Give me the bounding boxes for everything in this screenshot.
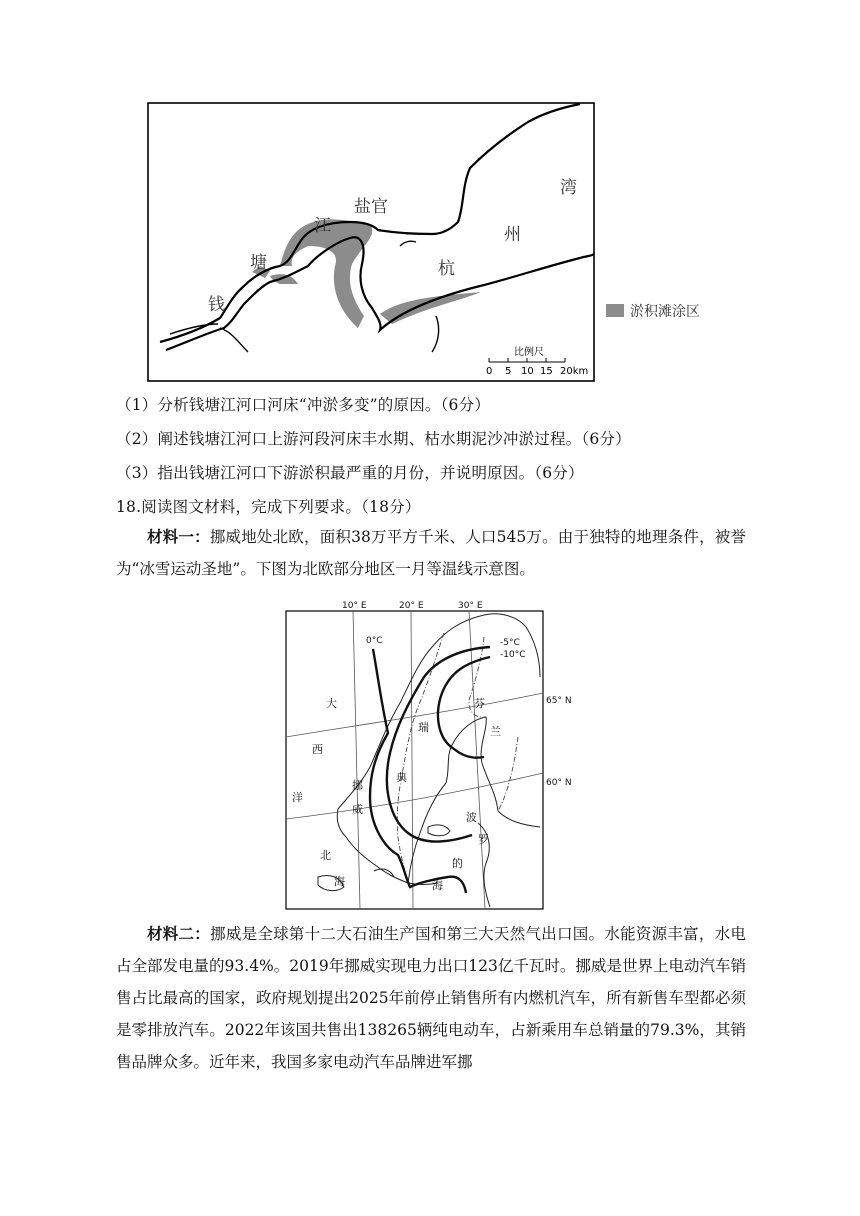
legend-swatch <box>606 304 624 317</box>
label-jiang: 江 <box>314 216 331 236</box>
question-2: （2）阐述钱塘江河口上游河段河床丰水期、枯水期泥沙冲淤过程。（6分） <box>116 430 631 448</box>
place-luo: 罗 <box>478 833 489 846</box>
material-1-label: 材料一： <box>147 527 210 546</box>
scale-title: 比例尺 <box>514 347 544 358</box>
place-rui: 瑞 <box>418 721 429 734</box>
material-1-text: 挪威地处北欧，面积38万平方千米、人口545万。由于独特的地理条件，被誉为“冰雪运动圣地”。下图为北欧部分地区一月等温线示意图。 <box>116 528 746 578</box>
material-2-text: 挪威是全球第十二大石油生产国和第三大天然气出口国。水能资源丰富，水电占全部发电量的93.4%。2019年挪威实现电力出口123亿千瓦时。挪威是世界上电动汽车销售占比最高的国家，政府规划提出2025年前停止销售所有内燃机汽车，所有新售车型都必须是零排放汽车。2022年该国共售出138265辆纯电动车，占新乘用车总销量的79.3%，其销售品牌众多。近年来，我国多家电动汽车品牌进军挪 <box>116 925 746 1071</box>
lon-label-30e: 30° E <box>458 601 483 611</box>
estuary-map <box>140 96 740 386</box>
label-zhou: 州 <box>504 225 521 245</box>
place-dian: 典 <box>396 771 407 784</box>
material-1 <box>116 521 746 585</box>
scale-tick-5: 5 <box>505 366 512 377</box>
isotherm-label-minus5c: -5°C <box>500 638 520 648</box>
place-da: 大 <box>326 697 337 710</box>
question-3: （3）指出钱塘江河口下游淤积最严重的月份，并说明原因。（6分） <box>116 464 584 482</box>
legend-label: 淤积滩涂区 <box>630 304 700 320</box>
label-yanguan: 盐官 <box>354 197 388 217</box>
place-yang: 洋 <box>292 791 303 804</box>
lon-label-20e: 20° E <box>399 601 424 611</box>
estuary-map-frame <box>148 103 594 381</box>
material-2 <box>116 918 746 1078</box>
question-18-heading: 18.阅读图文材料，完成下列要求。（18分） <box>116 498 421 516</box>
isotherm-map <box>278 597 588 915</box>
lat-label-60n: 60° N <box>546 778 572 788</box>
place-bo: 波 <box>466 811 477 824</box>
place-bei: 北 <box>320 849 331 862</box>
place-de: 的 <box>452 857 463 870</box>
place-hai: 海 <box>334 875 345 888</box>
label-hang: 杭 <box>438 259 455 279</box>
place-fen: 芬 <box>474 697 485 710</box>
lon-label-10e: 10° E <box>342 601 367 611</box>
place-lan: 兰 <box>490 725 501 738</box>
place-xi: 西 <box>312 743 323 756</box>
label-qian: 钱 <box>208 295 225 315</box>
scale-tick-20km: 20km <box>560 366 589 377</box>
lat-label-65n: 65° N <box>546 696 572 706</box>
label-tang: 塘 <box>250 253 267 273</box>
isotherm-label-minus10c: -10°C <box>500 650 526 660</box>
scale-tick-10: 10 <box>521 366 534 377</box>
question-1: （1）分析钱塘江河口河床“冲淤多变”的原因。（6分） <box>116 396 491 414</box>
place-hai2: 海 <box>432 879 443 892</box>
place-nuo: 挪 <box>352 779 363 792</box>
label-wan: 湾 <box>560 178 577 198</box>
material-2-label: 材料二： <box>147 924 211 943</box>
place-wei: 威 <box>352 803 363 816</box>
scale-tick-0: 0 <box>486 366 493 377</box>
scale-tick-15: 15 <box>540 366 553 377</box>
isotherm-label-0c: 0°C <box>366 636 383 646</box>
